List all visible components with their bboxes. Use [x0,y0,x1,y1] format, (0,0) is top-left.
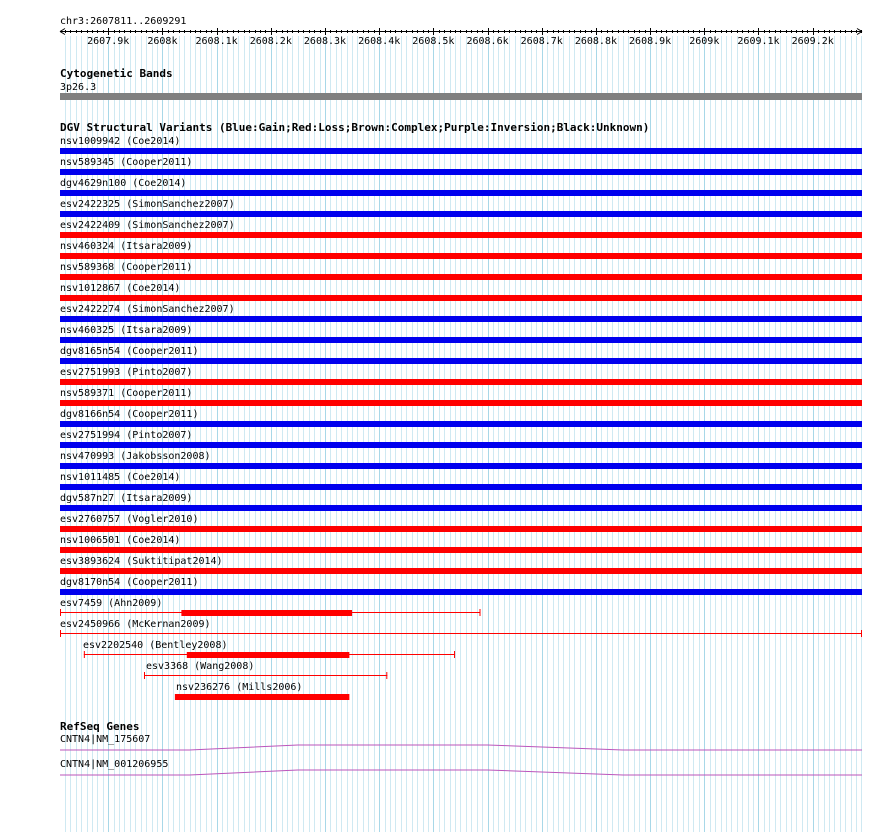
variant-label: esv2422409 (SimonSanchez2007) [60,220,235,231]
variant-label: nsv460324 (Itsara2009) [60,241,193,252]
variant-label: nsv1012867 (Coe2014) [60,283,181,294]
variant-label: dgv8170n54 (Cooper2011) [60,577,199,588]
ruler-tick-label: 2609k [689,36,720,47]
variant-bar[interactable] [187,652,350,658]
variant-bar[interactable] [60,463,862,469]
variant-label: nsv1006501 (Coe2014) [60,535,181,546]
variant-label: dgv8165n54 (Cooper2011) [60,346,199,357]
variant-label: nsv236276 (Mills2006) [176,682,303,693]
variant-label: esv2751994 (Pinto2007) [60,430,193,441]
variant-bar[interactable] [60,274,862,280]
variant-bar[interactable] [60,211,862,217]
ruler-tick-label: 2608.5k [412,36,455,47]
variant-bar[interactable] [60,568,862,574]
ruler-tick-label: 2608.6k [466,36,509,47]
variant-label: esv7459 (Ahn2009) [60,598,163,609]
variant-bar[interactable] [60,148,862,154]
variant-bar[interactable] [60,337,862,343]
gene-label: CNTN4|NM_175607 [60,734,151,745]
variant-bar[interactable] [60,526,862,532]
variant-bar[interactable] [60,316,862,322]
variant-label: nsv589345 (Cooper2011) [60,157,193,168]
variant-label: esv2760757 (Vogler2010) [60,514,199,525]
ruler-tick-label: 2608.1k [195,36,238,47]
variant-label: dgv8166n54 (Cooper2011) [60,409,199,420]
variant-bar[interactable] [60,505,862,511]
variant-bar[interactable] [60,547,862,553]
variant-label: nsv460325 (Itsara2009) [60,325,193,336]
variant-bar[interactable] [60,190,862,196]
region-label: chr3:2607811..2609291 [60,16,187,27]
variant-label: esv2751993 (Pinto2007) [60,367,193,378]
cytobands-track-title: Cytogenetic Bands [60,67,173,80]
cytoband-bar[interactable] [60,93,862,100]
variant-label: esv2202540 (Bentley2008) [83,640,228,651]
variant-bar[interactable] [175,694,349,700]
ruler-tick-label: 2608.7k [520,36,563,47]
variant-bar[interactable] [60,169,862,175]
variant-bar[interactable] [60,253,862,259]
variant-label: nsv589368 (Cooper2011) [60,262,193,273]
ruler-tick-label: 2608k [147,36,178,47]
ruler-tick-label: 2608.3k [303,36,347,47]
variant-label: esv2422325 (SimonSanchez2007) [60,199,235,210]
ruler-tick-label: 2608.4k [358,36,401,47]
variant-bar[interactable] [60,400,862,406]
variant-label: esv2422274 (SimonSanchez2007) [60,304,235,315]
variant-label: esv3893624 (Suktitipat2014) [60,556,223,567]
variant-bar[interactable] [181,610,352,616]
refseq-track-title: RefSeq Genes [60,720,140,733]
variant-bar[interactable] [60,442,862,448]
ruler-tick-label: 2608.9k [629,36,672,47]
ruler-tick-label: 2608.2k [249,36,292,47]
variant-bar[interactable] [60,232,862,238]
variant-label: nsv470993 (Jakobsson2008) [60,451,211,462]
ruler-tick-label: 2608.8k [574,36,618,47]
gene-label: CNTN4|NM_001206955 [60,759,169,770]
ruler-tick-label: 2607.9k [87,36,130,47]
variant-bar[interactable] [60,484,862,490]
variant-label: esv2450966 (McKernan2009) [60,619,211,630]
variant-label: nsv1009942 (Coe2014) [60,136,181,147]
variant-bar[interactable] [60,358,862,364]
ruler-tick-label: 2609.1k [737,36,780,47]
cytoband-name: 3p26.3 [60,82,97,93]
variant-bar[interactable] [60,295,862,301]
variant-label: nsv589371 (Cooper2011) [60,388,193,399]
variant-label: esv3368 (Wang2008) [146,661,255,672]
variant-label: nsv1011485 (Coe2014) [60,472,181,483]
variant-bar[interactable] [60,379,862,385]
variant-bar[interactable] [60,421,862,427]
variant-label: dgv587n27 (Itsara2009) [60,493,193,504]
variant-bar[interactable] [60,589,862,595]
variant-label: dgv4629n100 (Coe2014) [60,178,187,189]
ruler-tick-label: 2609.2k [791,36,834,47]
dgv-track-title: DGV Structural Variants (Blue:Gain;Red:Loss;Brown:Complex;Purple:Inversion;Black:Unknown) [60,121,650,134]
